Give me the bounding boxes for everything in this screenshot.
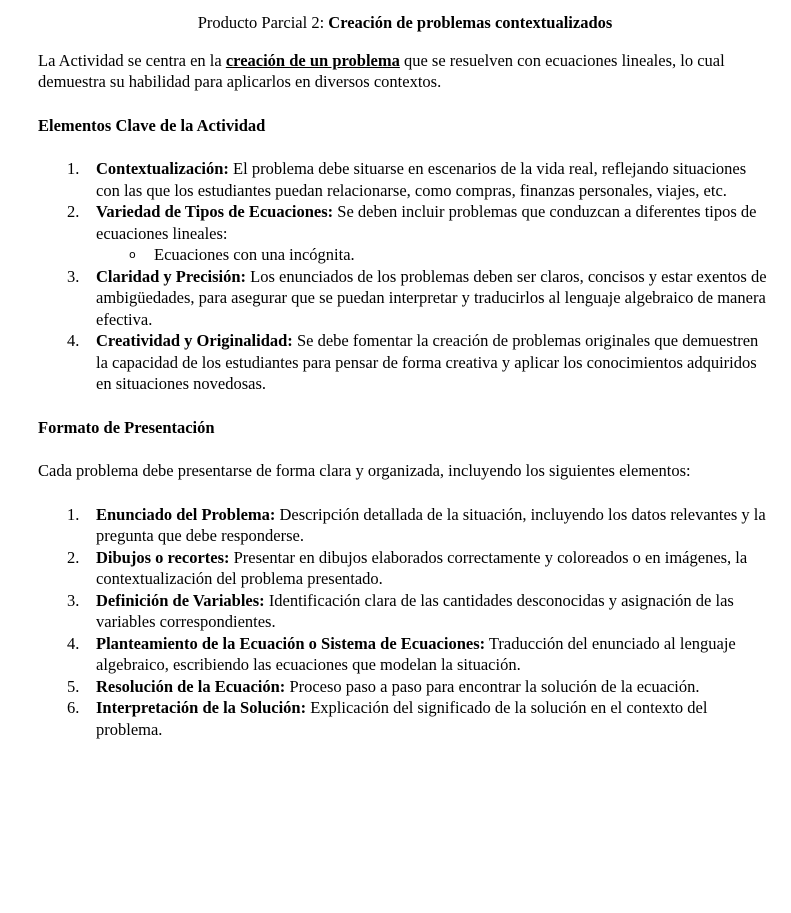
title-bold: Creación de problemas contextualizados xyxy=(328,13,613,32)
section-heading-elementos: Elementos Clave de la Actividad xyxy=(38,115,266,135)
format-intro-paragraph: Cada problema debe presentarse de forma clara y organizada, incluyendo los siguientes elementos: xyxy=(38,461,691,480)
list-number: 1. xyxy=(67,504,80,524)
list-item-label: Claridad y Precisión: xyxy=(96,266,247,286)
list-number: 6. xyxy=(67,698,80,717)
list-number: 5. xyxy=(67,676,80,696)
intro-before: La Actividad se centra en la xyxy=(38,50,226,70)
list-item xyxy=(38,547,768,590)
list-item xyxy=(38,158,768,201)
list-item-label: Contextualización: xyxy=(96,159,229,178)
list-item xyxy=(38,504,768,547)
intro-after: que se resuelven con ecuaciones lineales, lo cual demuestra su habilidad para aplicarlos en diversos contextos. xyxy=(38,50,725,91)
list-item-text: Presentar en dibujos elaborados correctamente y coloreados o en imágenes, la contextualización del problema presentado. xyxy=(96,547,748,588)
list-number: 1. xyxy=(67,159,80,178)
list-number: 2. xyxy=(67,202,80,221)
list-number: 3. xyxy=(67,266,80,286)
list-number: 2. xyxy=(67,547,80,567)
intro-emphasis: creación de un problema xyxy=(225,50,400,70)
list-item-text: Identificación clara de las cantidades desconocidas y asignación de las variables correspondientes. xyxy=(96,590,734,631)
list-item-label: Creatividad y Originalidad: xyxy=(96,331,293,350)
list-item xyxy=(38,330,768,395)
list-number: 4. xyxy=(67,633,80,653)
key-elements-list xyxy=(38,158,768,395)
title-prefix: Producto Parcial 2: xyxy=(197,13,329,32)
list-item-label: Resolución de la Ecuación: xyxy=(96,676,286,696)
list-item-label: Dibujos o recortes: xyxy=(96,547,230,567)
intro-paragraph xyxy=(38,50,768,93)
list-number: 3. xyxy=(67,590,80,610)
list-item-text: Explicación del significado de la solución en el contexto del problema. xyxy=(96,698,708,739)
list-item-label: Interpretación de la Solución: xyxy=(96,698,307,717)
list-item-label: Variedad de Tipos de Ecuaciones: xyxy=(96,202,334,221)
sub-list-item xyxy=(96,244,768,266)
list-item-text: El problema debe situarse en escenarios de la vida real, reflejando situaciones con las que los estudiantes puedan relacionarse, como compras, finanzas personales, viajes, etc. xyxy=(96,159,747,200)
list-item xyxy=(38,590,768,633)
list-number: 4. xyxy=(67,331,80,350)
sub-list xyxy=(96,244,768,266)
list-item-label: Planteamiento de la Ecuación o Sistema de Ecuaciones: xyxy=(96,633,486,653)
list-item-text: Se debe fomentar la creación de problemas originales que demuestren la capacidad de los estudiantes para pensar de forma creativa y aplicar los conocimientos adquiridos en situaciones novedosas. xyxy=(96,331,759,393)
list-item xyxy=(38,676,768,698)
list-item-text: Los enunciados de los problemas deben ser claros, concisos y estar exentos de ambigüedades, para asegurar que se puedan interpretar y traducirlos al lenguaje algebraico de manera efectiva. xyxy=(96,266,767,329)
list-item xyxy=(38,697,768,740)
list-item xyxy=(38,633,768,676)
list-item-text: Descripción detallada de la situación, incluyendo los datos relevantes y la pregunta que debe responderse. xyxy=(96,504,766,545)
list-item xyxy=(38,201,768,266)
document-title xyxy=(38,12,768,34)
document-page xyxy=(38,12,768,740)
circle-bullet-icon: o xyxy=(129,248,136,261)
list-item-text: Se deben incluir problemas que conduzcan a diferentes tipos de ecuaciones lineales: xyxy=(96,202,757,243)
list-item-text: Proceso paso a paso para encontrar la solución de la ecuación. xyxy=(285,676,700,696)
list-item xyxy=(38,266,768,331)
list-item-label: Definición de Variables: xyxy=(96,590,265,610)
list-item-text: Traducción del enunciado al lenguaje algebraico, escribiendo las ecuaciones que modelan la situación. xyxy=(96,633,736,674)
format-elements-list xyxy=(38,504,768,741)
list-item-label: Enunciado del Problema: xyxy=(96,504,276,524)
sub-list-item-text: Ecuaciones con una incógnita. xyxy=(154,245,355,264)
section-heading-formato: Formato de Presentación xyxy=(38,417,215,437)
